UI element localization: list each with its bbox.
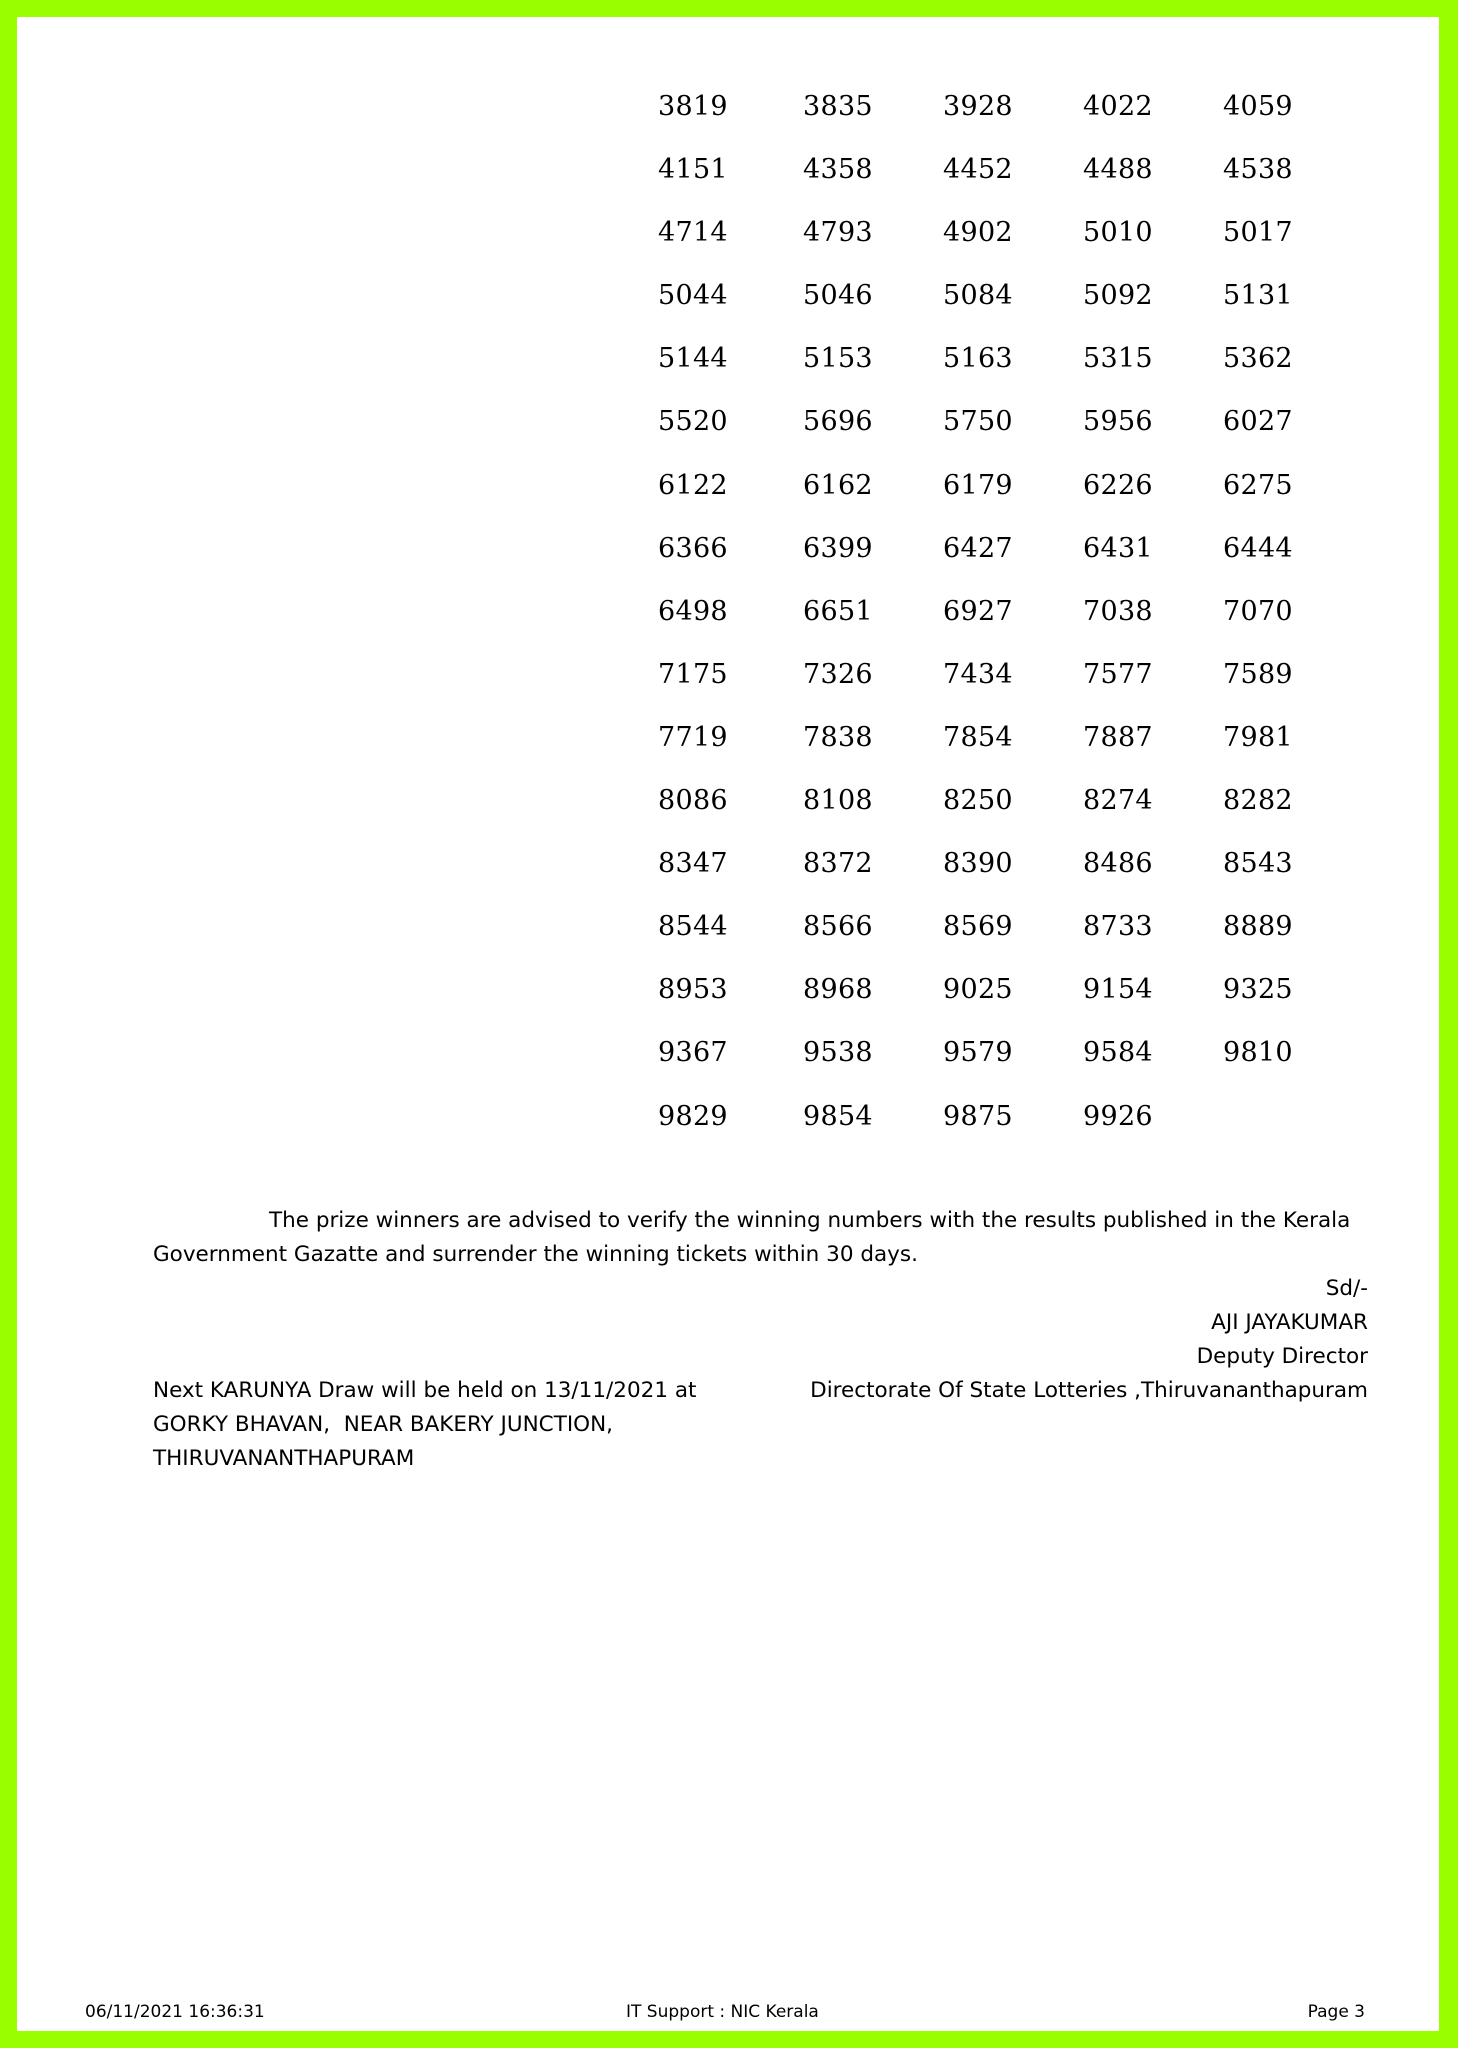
ticket-number: 9154 xyxy=(1083,974,1153,1006)
ticket-number: 8372 xyxy=(803,848,873,880)
ticket-number: 7719 xyxy=(658,721,728,753)
ticket-number: 8108 xyxy=(803,785,873,817)
ticket-number: 8566 xyxy=(803,911,873,943)
ticket-number: 6366 xyxy=(658,532,728,564)
ticket-number: 5046 xyxy=(803,280,873,312)
number-row xyxy=(658,148,1358,211)
number-row xyxy=(658,400,1358,463)
number-row xyxy=(658,842,1358,905)
ticket-number: 9584 xyxy=(1083,1037,1153,1069)
ticket-number: 5750 xyxy=(943,406,1013,438)
ticket-number: 4793 xyxy=(803,217,873,249)
signature-block xyxy=(810,1272,1368,1408)
ticket-number: 4488 xyxy=(1083,154,1153,186)
ticket-number: 8390 xyxy=(943,848,1013,880)
ticket-number: 5144 xyxy=(658,343,728,375)
ticket-number: 9854 xyxy=(803,1100,873,1132)
ticket-number: 5362 xyxy=(1223,343,1293,375)
next-draw-notice xyxy=(153,1374,773,1476)
ticket-number: 7589 xyxy=(1223,658,1293,690)
ticket-number: 5084 xyxy=(943,280,1013,312)
number-row xyxy=(658,464,1358,527)
footer-timestamp: 06/11/2021 16:36:31 xyxy=(85,2002,265,2022)
number-row xyxy=(658,905,1358,968)
ticket-number: 5956 xyxy=(1083,406,1153,438)
next-draw-line-3: THIRUVANANTHAPURAM xyxy=(153,1446,415,1471)
ticket-number: 4452 xyxy=(943,154,1013,186)
number-row xyxy=(658,211,1358,274)
ticket-number: 9367 xyxy=(658,1037,728,1069)
ticket-number: 6226 xyxy=(1083,469,1153,501)
ticket-number: 9325 xyxy=(1223,974,1293,1006)
ticket-number: 7981 xyxy=(1223,721,1293,753)
advisory-line-1: The prize winners are advised to verify the winning numbers with the results published in the Kerala xyxy=(269,1208,1351,1233)
ticket-number: 7038 xyxy=(1083,595,1153,627)
ticket-number: 8086 xyxy=(658,785,728,817)
ticket-number: 9025 xyxy=(943,974,1013,1006)
next-draw-line-2: GORKY BHAVAN, NEAR BAKERY JUNCTION, xyxy=(153,1412,614,1437)
ticket-number: 7326 xyxy=(803,658,873,690)
ticket-number: 8486 xyxy=(1083,848,1153,880)
ticket-number: 5696 xyxy=(803,406,873,438)
ticket-number: 6179 xyxy=(943,469,1013,501)
ticket-number: 4022 xyxy=(1083,91,1153,122)
ticket-number: 9926 xyxy=(1083,1100,1153,1132)
advisory-notice xyxy=(153,1204,1393,1272)
ticket-number: 7838 xyxy=(803,721,873,753)
ticket-number: 8347 xyxy=(658,848,728,880)
ticket-number: 8250 xyxy=(943,785,1013,817)
ticket-number: 4538 xyxy=(1223,154,1293,186)
number-row xyxy=(658,1095,1358,1158)
signatory-office: Directorate Of State Lotteries ,Thiruvananthapuram xyxy=(810,1378,1368,1403)
ticket-number: 8274 xyxy=(1083,785,1153,817)
ticket-number: 7577 xyxy=(1083,658,1153,690)
ticket-number: 9538 xyxy=(803,1037,873,1069)
ticket-number: 5163 xyxy=(943,343,1013,375)
ticket-number: 3835 xyxy=(803,91,873,122)
ticket-number: 5153 xyxy=(803,343,873,375)
ticket-number: 7070 xyxy=(1223,595,1293,627)
ticket-number: 4714 xyxy=(658,217,728,249)
footer-page-number: Page 3 xyxy=(1307,2002,1365,2022)
ticket-number: 8733 xyxy=(1083,911,1153,943)
signature-sd: Sd/- xyxy=(1325,1276,1368,1301)
footer-it-support: IT Support : NIC Kerala xyxy=(626,2002,819,2022)
ticket-number: 6651 xyxy=(803,595,873,627)
ticket-number: 8543 xyxy=(1223,848,1293,880)
ticket-number: 8968 xyxy=(803,974,873,1006)
ticket-number: 6162 xyxy=(803,469,873,501)
signatory-name: AJI JAYAKUMAR xyxy=(1211,1310,1368,1335)
ticket-number: 6122 xyxy=(658,469,728,501)
ticket-number: 5092 xyxy=(1083,280,1153,312)
ticket-number: 5017 xyxy=(1223,217,1293,249)
ticket-number: 5315 xyxy=(1083,343,1153,375)
ticket-number: 4358 xyxy=(803,154,873,186)
number-row xyxy=(658,85,1358,148)
ticket-number: 5010 xyxy=(1083,217,1153,249)
ticket-number: 6427 xyxy=(943,532,1013,564)
ticket-number: 5520 xyxy=(658,406,728,438)
ticket-number: 4059 xyxy=(1223,91,1293,122)
ticket-number: 4151 xyxy=(658,154,728,186)
number-row xyxy=(658,716,1358,779)
advisory-line-2: Government Gazatte and surrender the winning tickets within 30 days. xyxy=(153,1242,918,1267)
ticket-number: 9875 xyxy=(943,1100,1013,1132)
ticket-number: 8569 xyxy=(943,911,1013,943)
ticket-number: 7434 xyxy=(943,658,1013,690)
ticket-number: 7175 xyxy=(658,658,728,690)
number-row xyxy=(658,779,1358,842)
ticket-number: 6927 xyxy=(943,595,1013,627)
ticket-number: 5131 xyxy=(1223,280,1293,312)
ticket-number: 8889 xyxy=(1223,911,1293,943)
ticket-number: 6399 xyxy=(803,532,873,564)
document-page xyxy=(17,17,1439,2031)
number-row xyxy=(658,274,1358,337)
number-row xyxy=(658,590,1358,653)
ticket-number: 8282 xyxy=(1223,785,1293,817)
ticket-number: 5044 xyxy=(658,280,728,312)
winning-numbers-grid xyxy=(658,85,1358,1158)
ticket-number: 6275 xyxy=(1223,469,1293,501)
ticket-number: 4902 xyxy=(943,217,1013,249)
number-row xyxy=(658,653,1358,716)
signatory-designation: Deputy Director xyxy=(1196,1344,1368,1369)
ticket-number: 6027 xyxy=(1223,406,1293,438)
ticket-number: 9810 xyxy=(1223,1037,1293,1069)
ticket-number: 9579 xyxy=(943,1037,1013,1069)
ticket-number: 6444 xyxy=(1223,532,1293,564)
number-row xyxy=(658,1031,1358,1094)
next-draw-line-1: Next KARUNYA Draw will be held on 13/11/2021 at xyxy=(153,1378,697,1403)
ticket-number: 6431 xyxy=(1083,532,1153,564)
ticket-number: 6498 xyxy=(658,595,728,627)
ticket-number: 8544 xyxy=(658,911,728,943)
number-row xyxy=(658,968,1358,1031)
ticket-number: 9829 xyxy=(658,1100,728,1132)
ticket-number: 3928 xyxy=(943,91,1013,122)
number-row xyxy=(658,337,1358,400)
ticket-number: 3819 xyxy=(658,91,728,122)
ticket-number: 7854 xyxy=(943,721,1013,753)
ticket-number: 7887 xyxy=(1083,721,1153,753)
ticket-number: 8953 xyxy=(658,974,728,1006)
number-row xyxy=(658,527,1358,590)
